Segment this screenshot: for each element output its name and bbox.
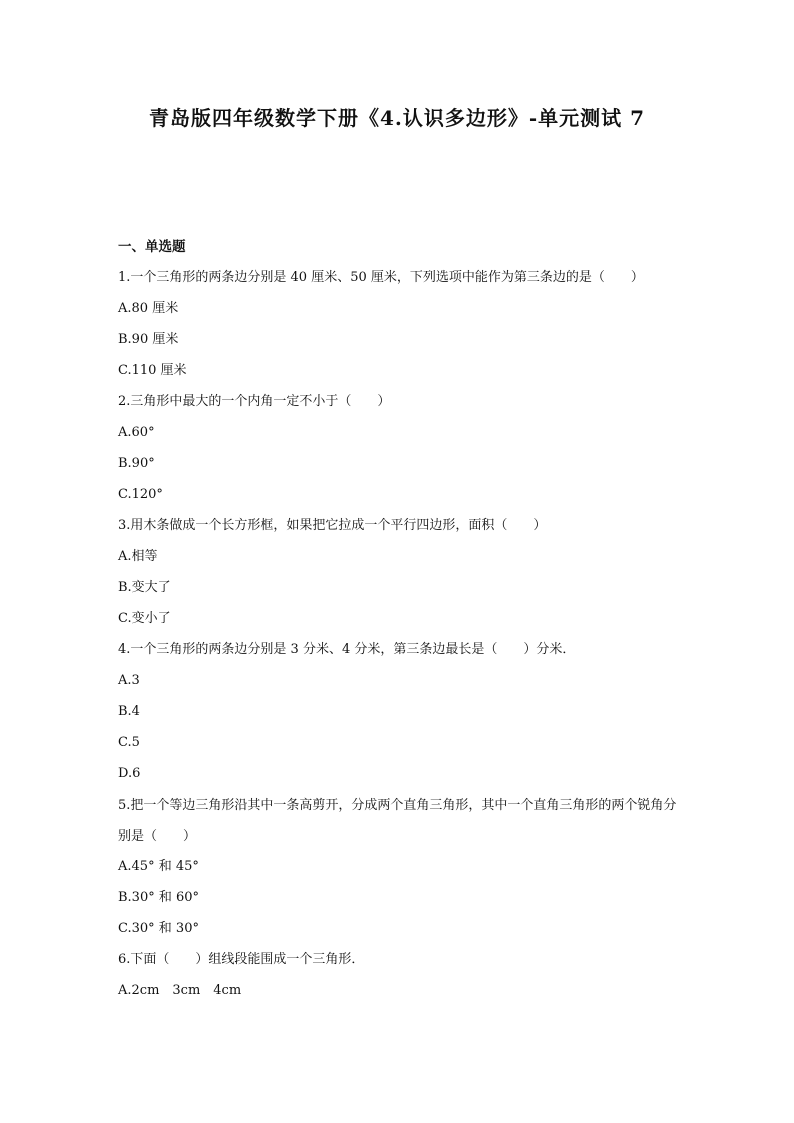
question-4-option-b: B.4 (118, 704, 140, 719)
question-2-option-b: B.90° (118, 456, 155, 471)
question-3-option-c: C.变小了 (118, 611, 171, 626)
page-title: 青岛版四年级数学下册《4.认识多边形》-单元测试 7 (148, 106, 646, 130)
question-1: 1.一个三角形的两条边分别是 40 厘米、50 厘米，下列选项中能作为第三条边的是（ ） (118, 270, 644, 285)
question-4-option-d: D.6 (118, 766, 141, 781)
question-list (118, 236, 688, 1011)
question-2: 2.三角形中最大的一个内角一定不小于（ ） (118, 394, 391, 409)
question-5-option-a: A.45° 和 45° (118, 859, 199, 874)
question-4-option-c: C.5 (118, 735, 140, 750)
question-5: 5.把一个等边三角形沿其中一条高剪开，分成两个直角三角形，其中一个直角三角形的两个锐角分别是（ ） (118, 798, 677, 844)
question-3: 3.用木条做成一个长方形框，如果把它拉成一个平行四边形，面积（ ） (118, 518, 547, 533)
question-1-option-c: C.110 厘米 (118, 363, 187, 378)
question-5-option-c: C.30° 和 30° (118, 921, 199, 936)
question-6-option-a: A.2cm 3cm 4cm (118, 983, 242, 998)
question-3-option-b: B.变大了 (118, 580, 171, 595)
section-heading: 一、单选题 (118, 239, 186, 255)
question-2-option-a: A.60° (118, 425, 155, 440)
question-4: 4.一个三角形的两条边分别是 3 分米、4 分米，第三条边最长是（ ）分米． (118, 642, 576, 657)
question-2-option-c: C.120° (118, 487, 163, 502)
question-5-option-b: B.30° 和 60° (118, 890, 200, 905)
question-1-option-a: A.80 厘米 (118, 301, 179, 316)
question-6: 6.下面（ ）组线段能围成一个三角形． (118, 952, 365, 967)
question-4-option-a: A.3 (118, 673, 140, 688)
question-1-option-b: B.90 厘米 (118, 332, 179, 347)
question-3-option-a: A.相等 (118, 549, 158, 564)
